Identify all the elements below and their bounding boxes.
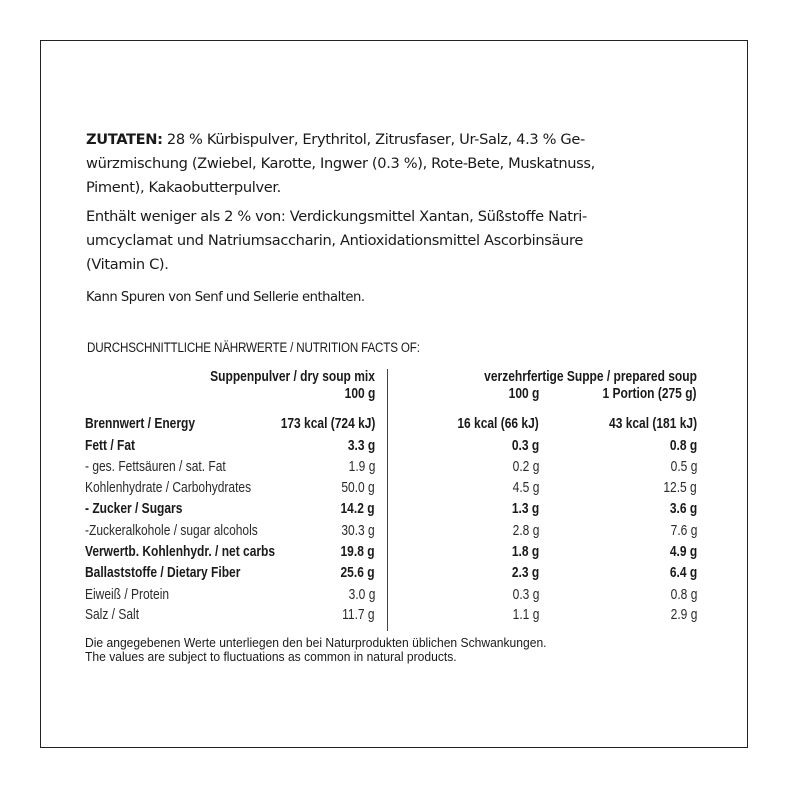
value-prepared-100g: 0.2 g	[512, 458, 539, 475]
value-dry-100g: 11.7 g	[342, 606, 375, 623]
nutrition-row	[85, 521, 705, 541]
nutrition-row	[85, 542, 705, 562]
col-prepared-portion-subheader: 1 Portion (275 g)	[602, 385, 697, 402]
value-prepared-100g: 2.8 g	[512, 522, 539, 539]
nutrient-label: - Zucker / Sugars	[85, 500, 183, 517]
nutrition-row	[85, 457, 705, 477]
value-dry-100g: 173 kcal (724 kJ)	[280, 415, 375, 432]
nutrient-label: Brennwert / Energy	[85, 415, 196, 432]
value-prepared-portion: 43 kcal (181 kJ)	[608, 415, 697, 432]
value-prepared-portion: 4.9 g	[669, 543, 697, 560]
value-dry-100g: 50.0 g	[341, 479, 375, 496]
ingredients-text: würzmischung (Zwiebel, Karotte, Ingwer (0.3 %), Rote-Bete, Muskatnuss,	[86, 155, 595, 172]
nutrition-title: DURCHSCHNITTLICHE NÄHRWERTE / NUTRITION FACTS OF:	[87, 340, 420, 356]
nutrient-label: Ballaststoffe / Dietary Fiber	[85, 564, 241, 581]
ingredients-text: Piment), Kakaobutterpulver.	[86, 179, 281, 196]
value-prepared-portion: 6.4 g	[669, 564, 697, 581]
additives-text: Enthält weniger als 2 % von: Verdickungsmittel Xantan, Süßstoffe Natri-	[86, 208, 587, 225]
additives-text: (Vitamin C).	[86, 256, 169, 273]
value-dry-100g: 1.9 g	[348, 458, 375, 475]
nutrition-row	[85, 605, 705, 625]
footnote-de: Die angegebenen Werte unterliegen den bei Naturprodukten üblichen Schwankungen.	[85, 635, 547, 650]
value-prepared-portion: 2.9 g	[670, 606, 697, 623]
value-prepared-100g: 1.8 g	[511, 543, 539, 560]
value-dry-100g: 3.0 g	[348, 586, 375, 603]
value-dry-100g: 3.3 g	[347, 437, 375, 454]
nutrient-label: Kohlenhydrate / Carbohydrates	[85, 479, 252, 496]
value-prepared-portion: 12.5 g	[663, 479, 697, 496]
nutrient-label: Salz / Salt	[85, 606, 140, 623]
nutrient-label: Fett / Fat	[85, 437, 135, 454]
value-prepared-100g: 1.1 g	[512, 606, 539, 623]
nutrition-row	[85, 478, 705, 498]
ingredients-label: ZUTATEN:	[86, 131, 163, 148]
additives-paragraph	[86, 205, 716, 277]
footnote	[85, 636, 547, 664]
value-dry-100g: 14.2 g	[340, 500, 375, 517]
nutrition-row	[85, 499, 705, 519]
value-prepared-100g: 16 kcal (66 kJ)	[457, 415, 539, 432]
column-divider	[387, 369, 388, 631]
value-prepared-100g: 2.3 g	[511, 564, 539, 581]
nutrient-label: - ges. Fettsäuren / sat. Fat	[85, 458, 226, 475]
value-prepared-portion: 0.8 g	[669, 437, 697, 454]
ingredients-block	[86, 128, 716, 310]
additives-text: umcyclamat und Natriumsaccharin, Antioxidationsmittel Ascorbinsäure	[86, 232, 583, 249]
value-dry-100g: 19.8 g	[340, 543, 375, 560]
col-dry-subheader: 100 g	[344, 385, 375, 402]
footnote-en: The values are subject to fluctuations as common in natural products.	[85, 649, 457, 664]
nutrient-label: Verwertb. Kohlenhydr. / net carbs	[85, 543, 276, 560]
nutrient-label: -Zuckeralkohole / sugar alcohols	[85, 522, 258, 539]
nutrition-row	[85, 414, 705, 434]
value-prepared-100g: 0.3 g	[511, 437, 539, 454]
col-prepared-title: verzehrfertige Suppe / prepared soup	[484, 368, 697, 385]
col-prepared-100g-subheader: 100 g	[508, 385, 539, 402]
value-prepared-100g: 4.5 g	[512, 479, 539, 496]
nutrition-row	[85, 585, 705, 605]
ingredients-paragraph	[86, 128, 716, 200]
nutrition-row	[85, 436, 705, 456]
value-dry-100g: 30.3 g	[341, 522, 375, 539]
value-dry-100g: 25.6 g	[340, 564, 375, 581]
value-prepared-portion: 0.8 g	[670, 586, 697, 603]
col-dry-title: Suppenpulver / dry soup mix	[210, 368, 375, 385]
nutrition-row	[85, 563, 705, 583]
value-prepared-portion: 7.6 g	[670, 522, 697, 539]
value-prepared-portion: 3.6 g	[669, 500, 697, 517]
value-prepared-100g: 0.3 g	[512, 586, 539, 603]
value-prepared-portion: 0.5 g	[670, 458, 697, 475]
allergen-note: Kann Spuren von Senf und Sellerie enthalten.	[86, 290, 365, 305]
ingredients-text: 28 % Kürbispulver, Erythritol, Zitrusfaser, Ur-Salz, 4.3 % Ge-	[162, 131, 585, 148]
nutrient-label: Eiweiß / Protein	[85, 586, 170, 603]
value-prepared-100g: 1.3 g	[511, 500, 539, 517]
